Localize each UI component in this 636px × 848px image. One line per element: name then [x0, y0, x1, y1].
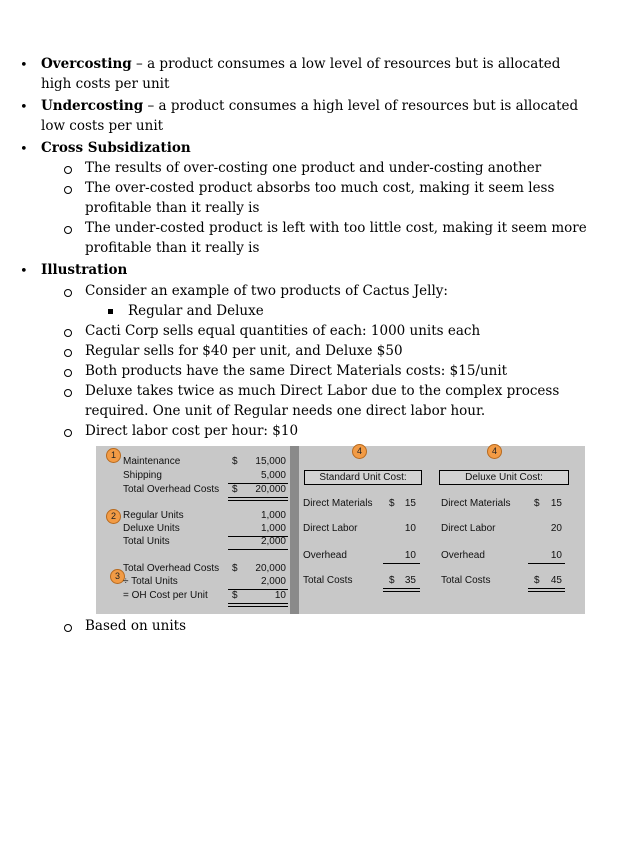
term-cross-subsidization: Cross Subsidization	[41, 140, 191, 156]
subtotal-rule	[383, 563, 420, 564]
oh-per-unit-value: 10	[274, 590, 286, 601]
dlx-dm-label: Direct Materials	[441, 498, 511, 509]
circle-bullet	[64, 369, 72, 377]
bullet-disc: •	[20, 100, 28, 115]
std-total-label: Total Costs	[303, 575, 353, 586]
deluxe-units-label: Deluxe Units	[123, 523, 180, 534]
bullet-disc: •	[20, 264, 28, 279]
step-badge-4-deluxe: 4	[487, 444, 502, 459]
circle-bullet	[64, 289, 72, 297]
std-dm-label: Direct Materials	[303, 498, 373, 509]
step-badge-1: 1	[106, 448, 121, 463]
total-double-rule	[228, 497, 288, 501]
undercosting-text: – a product consumes a high level of resources but is allocated	[143, 98, 579, 114]
term-illustration: Illustration	[41, 262, 128, 278]
circle-bullet	[64, 186, 72, 194]
dlx-total-value: 45	[550, 575, 562, 586]
regular-units-value: 1,000	[260, 510, 286, 521]
div-units-label: ÷ Total Units	[123, 576, 178, 587]
illustration-item: Consider an example of two products of Cactus Jelly:	[85, 283, 448, 299]
figure-divider	[290, 446, 299, 614]
oh-per-unit-currency: $	[232, 590, 238, 601]
bullet-disc: •	[20, 58, 28, 73]
toc2-value: 20,000	[255, 563, 286, 574]
total-overhead-currency: $	[232, 484, 238, 495]
std-total-currency: $	[389, 575, 395, 586]
term-overcosting: Overcosting	[41, 56, 132, 72]
illustration-item: Deluxe takes twice as much Direct Labor due to the complex process	[85, 383, 560, 399]
maintenance-label: Maintenance	[123, 456, 181, 467]
illustration-item: Regular sells for $40 per unit, and Deluxe $50	[85, 343, 403, 359]
total-units-value: 2,000	[260, 536, 286, 547]
circle-bullet	[64, 329, 72, 337]
std-dl-label: Direct Labor	[303, 523, 358, 534]
total-overhead-value: 20,000	[255, 484, 286, 495]
shipping-value: 5,000	[260, 470, 286, 481]
dlx-dm-value: 15	[550, 498, 562, 509]
cross-sub-item-cont: profitable than it really is	[85, 200, 260, 216]
cross-sub-item: The under-costed product is left with too little cost, making it seem more	[85, 220, 587, 236]
total-double-rule	[383, 588, 420, 592]
overcosting-item	[41, 56, 560, 73]
cross-sub-item-cont: profitable than it really is	[85, 240, 260, 256]
dlx-oh-value: 10	[550, 550, 562, 561]
circle-bullet	[64, 624, 72, 632]
maintenance-currency: $	[232, 456, 238, 467]
dlx-dl-label: Direct Labor	[441, 523, 496, 534]
circle-bullet	[64, 429, 72, 437]
illustration-item: Direct labor cost per hour: $10	[85, 423, 299, 439]
dlx-total-label: Total Costs	[441, 575, 491, 586]
term-undercosting: Undercosting	[41, 98, 144, 114]
bullet-disc: •	[20, 142, 28, 157]
dlx-dl-value: 20	[550, 523, 562, 534]
circle-bullet	[64, 166, 72, 174]
std-dm-value: 15	[404, 498, 416, 509]
cross-sub-item: The over-costed product absorbs too much cost, making it seem less	[85, 180, 555, 196]
deluxe-units-value: 1,000	[260, 523, 286, 534]
step-badge-3: 3	[110, 569, 125, 584]
step-badge-4-standard: 4	[352, 444, 367, 459]
subtotal-rule	[528, 563, 565, 564]
deluxe-unit-cost-header: Deluxe Unit Cost:	[439, 470, 569, 485]
illustration-item: Cacti Corp sells equal quantities of each: 1000 units each	[85, 323, 481, 339]
std-oh-value: 10	[404, 550, 416, 561]
std-oh-label: Overhead	[303, 550, 347, 561]
total-double-rule	[528, 588, 565, 592]
cross-sub-item: The results of over-costing one product and under-costing another	[85, 160, 542, 176]
dlx-oh-label: Overhead	[441, 550, 485, 561]
toc2-currency: $	[232, 563, 238, 574]
toc2-label: Total Overhead Costs	[123, 563, 220, 574]
circle-bullet	[64, 389, 72, 397]
std-dl-value: 10	[404, 523, 416, 534]
illustration-subitem: Regular and Deluxe	[128, 303, 264, 319]
step-badge-2: 2	[106, 509, 121, 524]
overhead-cost-figure	[96, 446, 585, 614]
oh-per-unit-label: = OH Cost per Unit	[123, 590, 208, 601]
circle-bullet	[64, 226, 72, 234]
undercosting-item	[41, 98, 578, 115]
standard-unit-cost-header: Standard Unit Cost:	[304, 470, 422, 485]
std-dm-currency: $	[389, 498, 395, 509]
shipping-label: Shipping	[123, 470, 162, 481]
maintenance-value: 15,000	[255, 456, 286, 467]
circle-bullet	[64, 349, 72, 357]
std-total-value: 35	[404, 575, 416, 586]
overcosting-text: – a product consumes a low level of resources but is allocated	[131, 56, 561, 72]
div-units-value: 2,000	[260, 576, 286, 587]
dlx-total-currency: $	[534, 575, 540, 586]
total-rule	[228, 549, 288, 550]
illustration-item: Both products have the same Direct Materials costs: $15/unit	[85, 363, 508, 379]
overcosting-text-cont: high costs per unit	[41, 76, 170, 92]
total-units-label: Total Units	[123, 536, 170, 547]
regular-units-label: Regular Units	[123, 510, 184, 521]
square-bullet	[108, 309, 113, 314]
total-overhead-label: Total Overhead Costs	[123, 484, 220, 495]
dlx-dm-currency: $	[534, 498, 540, 509]
based-on-units-item: Based on units	[85, 618, 186, 634]
illustration-item-cont: required. One unit of Regular needs one direct labor hour.	[85, 403, 486, 419]
total-double-rule	[228, 603, 288, 607]
undercosting-text-cont: low costs per unit	[41, 118, 164, 134]
